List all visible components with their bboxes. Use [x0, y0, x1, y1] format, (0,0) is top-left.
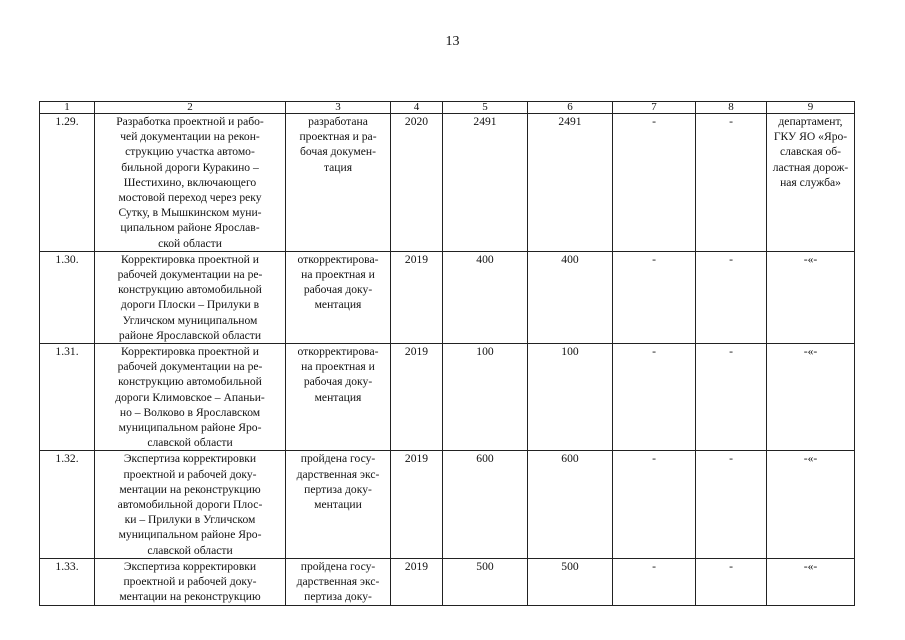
table-row [40, 451, 855, 558]
col6-value: 500 [528, 558, 613, 605]
row-number: 1.32. [40, 451, 95, 558]
col6-value: 2491 [528, 114, 613, 252]
col5-value: 600 [443, 451, 528, 558]
col8-value: - [696, 114, 767, 252]
executor-cell: -«- [767, 558, 855, 605]
col6-value: 100 [528, 344, 613, 451]
header-cell-8: 8 [696, 102, 767, 114]
page-number: 13 [445, 34, 460, 49]
executor-cell: -«- [767, 451, 855, 558]
col8-value: - [696, 251, 767, 343]
executor-cell: -«- [767, 344, 855, 451]
table-row [40, 114, 855, 252]
col8-value: - [696, 344, 767, 451]
header-cell-5: 5 [443, 102, 528, 114]
row-number: 1.31. [40, 344, 95, 451]
header-cell-9: 9 [767, 102, 855, 114]
col8-value: - [696, 451, 767, 558]
measure-name: Разработка проектной и рабо- чей документации на рекон- струкцию участка автомо- бильной дороги Куракино – Шестихино, включающего мостовой переход через реку Сутку, в Мышкинском муни- ципальном районе Ярослав- ской области [95, 114, 286, 252]
col7-value: - [613, 114, 696, 252]
col8-value: - [696, 558, 767, 605]
header-cell-1: 1 [40, 102, 95, 114]
row-number: 1.33. [40, 558, 95, 605]
col5-value: 2491 [443, 114, 528, 252]
table-header-row [40, 102, 855, 114]
header-cell-3: 3 [286, 102, 391, 114]
col5-value: 100 [443, 344, 528, 451]
col7-value: - [613, 451, 696, 558]
measure-name: Корректировка проектной и рабочей документации на ре- конструкцию автомобильной дороги Плоски – Прилуки в Угличском муниципальном районе Ярославской области [95, 251, 286, 343]
row-number: 1.29. [40, 114, 95, 252]
header-cell-4: 4 [391, 102, 443, 114]
row-number: 1.30. [40, 251, 95, 343]
col7-value: - [613, 344, 696, 451]
col7-value: - [613, 251, 696, 343]
measure-name: Экспертиза корректировки проектной и рабочей доку- ментации на реконструкцию автомобильной дороги Плос- ки – Прилуки в Угличском муниципальном районе Яро- славской области [95, 451, 286, 558]
measure-result: откорректирова- на проектная и рабочая доку- ментация [286, 344, 391, 451]
col6-value: 400 [528, 251, 613, 343]
year-cell: 2020 [391, 114, 443, 252]
col7-value: - [613, 558, 696, 605]
measures-table [39, 101, 855, 606]
executor-cell: департамент, ГКУ ЯО «Яро- славская об- ластная дорож- ная служба» [767, 114, 855, 252]
table-row [40, 251, 855, 343]
measure-result: разработана проектная и ра- бочая докумен- тация [286, 114, 391, 252]
year-cell: 2019 [391, 558, 443, 605]
executor-cell: -«- [767, 251, 855, 343]
measure-name: Экспертиза корректировки проектной и рабочей доку- ментации на реконструкцию [95, 558, 286, 605]
measure-result: пройдена госу- дарственная экс- пертиза доку- [286, 558, 391, 605]
table-row [40, 344, 855, 451]
col6-value: 600 [528, 451, 613, 558]
year-cell: 2019 [391, 451, 443, 558]
header-cell-7: 7 [613, 102, 696, 114]
col5-value: 400 [443, 251, 528, 343]
table-row [40, 558, 855, 605]
header-cell-2: 2 [95, 102, 286, 114]
year-cell: 2019 [391, 344, 443, 451]
year-cell: 2019 [391, 251, 443, 343]
measure-name: Корректировка проектной и рабочей документации на ре- конструкцию автомобильной дороги Климовское – Апаньи- но – Волково в Ярославском муниципальном районе Яро- славской области [95, 344, 286, 451]
header-cell-6: 6 [528, 102, 613, 114]
measure-result: пройдена госу- дарственная экс- пертиза доку- ментации [286, 451, 391, 558]
col5-value: 500 [443, 558, 528, 605]
measure-result: откорректирова- на проектная и рабочая доку- ментация [286, 251, 391, 343]
